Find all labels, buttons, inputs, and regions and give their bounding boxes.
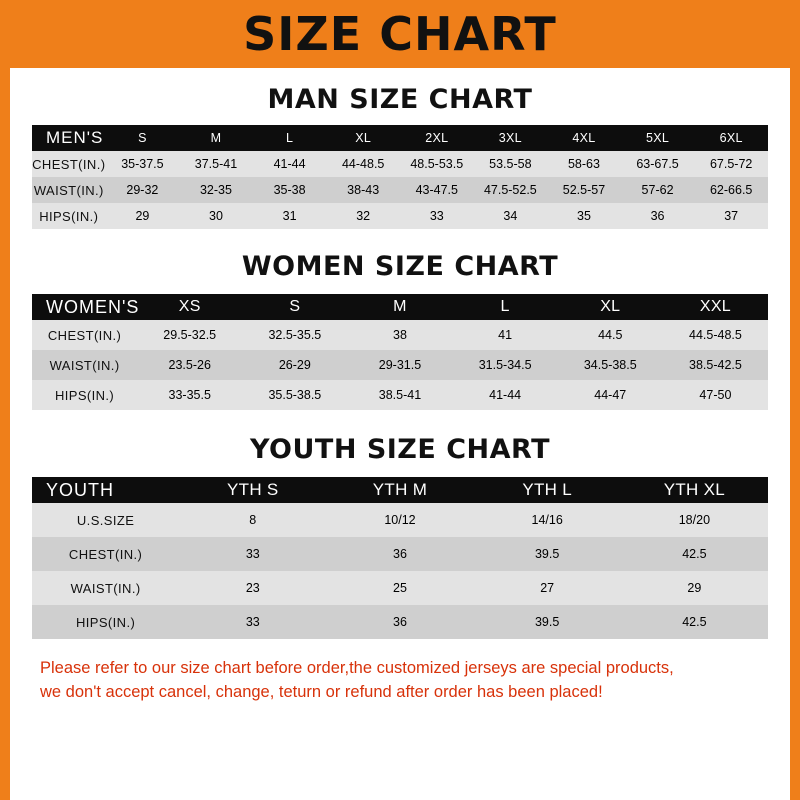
women-header-cell-0: WOMEN'S [46,296,140,317]
women-cell-1-3: 31.5-34.5 [478,358,532,372]
women-table-header [32,294,768,320]
man-header-cell-3: L [285,131,294,145]
man-table-header [32,125,768,151]
table-row [32,537,768,571]
women-row-label-2: HIPS(IN.) [54,387,115,403]
table-row [32,151,768,177]
youth-cell-3-2: 39.5 [534,615,560,629]
man-cell-0-5: 53.5-58 [489,157,532,171]
man-cell-0-0: 35-37.5 [121,157,164,171]
women-cell-0-0: 29.5-32.5 [163,328,217,342]
youth-cell-0-2: 14/16 [531,513,563,527]
man-cell-1-7: 57-62 [641,183,674,197]
banner [0,0,800,68]
table-row [32,605,768,639]
women-cell-1-1: 26-29 [278,358,311,372]
table-row [32,203,768,229]
man-cell-0-6: 58-63 [567,157,600,171]
page-title: SIZE CHART [243,7,557,61]
women-cell-0-2: 38 [393,328,407,342]
youth-cell-3-0: 33 [245,615,260,629]
man-cell-1-4: 43-47.5 [415,183,458,197]
youth-row-label-2: WAIST(IN.) [70,580,141,596]
women-cell-0-3: 41 [498,328,513,342]
man-cell-1-5: 47.5-52.5 [483,183,537,197]
youth-header-cell-3: YTH L [522,480,572,499]
youth-row-label-1: CHEST(IN.) [68,546,143,562]
women-cell-2-3: 41-44 [489,388,522,402]
man-header-cell-5: 2XL [425,131,449,145]
youth-cell-2-1: 25 [393,581,407,595]
man-cell-2-4: 33 [429,209,444,223]
man-cell-2-2: 31 [282,209,297,223]
youth-cell-0-0: 8 [249,513,257,527]
man-cell-0-3: 44-48.5 [341,157,385,171]
order-notice [40,657,760,705]
man-header-cell-8: 5XL [645,131,670,145]
women-cell-0-5: 44.5-48.5 [689,328,742,342]
section-title-man: MAN SIZE CHART [267,84,533,115]
man-cell-0-4: 48.5-53.5 [410,157,464,171]
table-row [32,503,768,537]
man-size-table [32,125,768,229]
man-cell-1-0: 29-32 [126,183,159,197]
women-cell-0-1: 32.5-35.5 [268,328,322,342]
man-header-cell-6: 3XL [498,131,522,145]
man-cell-1-6: 52.5-57 [562,183,606,197]
man-header-cell-2: M [210,131,222,145]
man-table-body [32,151,768,229]
youth-header-cell-1: YTH S [227,480,279,499]
order-notice-line-2: we don't accept cancel, change, teturn or refund after order has been placed! [40,682,603,701]
youth-header-cell-2: YTH M [372,480,428,499]
man-cell-2-6: 35 [577,209,591,223]
section-title-youth: YOUTH SIZE CHART [249,434,551,465]
women-table-body [32,320,768,410]
youth-row-label-3: HIPS(IN.) [75,614,136,630]
women-cell-0-4: 44.5 [598,328,623,342]
youth-cell-1-1: 36 [393,547,407,561]
order-notice-line-1: Please refer to our size chart before order,the customized jerseys are special products, [40,659,674,677]
women-cell-1-5: 38.5-42.5 [689,358,742,372]
man-header-cell-1: S [138,131,147,145]
table-header-row [32,477,768,503]
women-row-label-1: WAIST(IN.) [49,357,120,373]
man-header-cell-9: 6XL [719,131,743,145]
youth-cell-1-3: 42.5 [682,547,707,561]
man-header-cell-0: MEN'S [46,128,104,147]
youth-cell-1-0: 33 [245,547,260,561]
women-row-label-0: CHEST(IN.) [47,327,122,343]
youth-cell-3-1: 36 [393,615,407,629]
youth-cell-0-1: 10/12 [384,513,416,527]
youth-header-cell-4: YTH XL [663,480,726,499]
youth-cell-1-2: 39.5 [534,547,560,561]
women-size-table [32,294,768,410]
man-cell-2-7: 36 [650,209,665,223]
women-cell-2-4: 44-47 [594,388,627,402]
man-cell-2-0: 29 [135,209,150,223]
man-cell-0-8: 67.5-72 [709,157,753,171]
man-cell-2-3: 32 [356,209,371,223]
youth-cell-2-0: 23 [245,581,260,595]
women-cell-2-2: 38.5-41 [378,388,422,402]
youth-row-label-0: U.S.SIZE [76,512,135,528]
youth-cell-2-2: 27 [540,581,555,595]
youth-cell-2-3: 29 [687,581,702,595]
women-header-cell-3: M [393,298,407,315]
man-cell-1-1: 32-35 [199,183,232,197]
women-header-cell-6: XXL [699,298,731,315]
man-cell-2-1: 30 [209,209,223,223]
man-cell-0-2: 41-44 [273,157,306,171]
youth-cell-0-3: 18/20 [678,513,711,527]
content [10,84,790,705]
women-cell-2-0: 33-35.5 [168,388,211,402]
youth-cell-3-3: 42.5 [682,615,707,629]
women-cell-1-2: 29-31.5 [378,358,422,372]
table-row [32,177,768,203]
man-row-label-0: CHEST(IN.) [32,156,106,172]
man-row-label-1: WAIST(IN.) [33,182,104,198]
man-cell-1-3: 38-43 [347,183,380,197]
women-header-cell-4: L [500,298,510,315]
women-cell-1-0: 23.5-26 [168,358,211,372]
women-cell-2-5: 47-50 [699,388,732,402]
section-title-women: WOMEN SIZE CHART [241,251,559,282]
table-header-row [32,125,768,151]
women-header-cell-5: XL [600,298,621,315]
women-header-cell-2: S [289,298,301,315]
man-cell-0-7: 63-67.5 [636,157,679,171]
youth-header-cell-0: YOUTH [46,479,114,500]
women-cell-1-4: 34.5-38.5 [583,358,637,372]
man-cell-2-8: 37 [724,209,739,223]
man-header-cell-4: XL [355,131,372,145]
man-cell-0-1: 37.5-41 [194,157,238,171]
women-cell-2-1: 35.5-38.5 [268,388,322,402]
table-row [32,320,768,350]
youth-table-header [32,477,768,503]
man-row-label-2: HIPS(IN.) [39,208,99,224]
man-cell-2-5: 34 [503,209,518,223]
man-header-cell-7: 4XL [572,131,596,145]
man-cell-1-2: 35-38 [273,183,306,197]
youth-table-body [32,503,768,639]
youth-size-table [32,477,768,639]
table-row [32,380,768,410]
man-cell-1-8: 62-66.5 [709,183,753,197]
table-row [32,350,768,380]
table-header-row [32,294,768,320]
table-row [32,571,768,605]
women-header-cell-1: XS [178,298,201,315]
